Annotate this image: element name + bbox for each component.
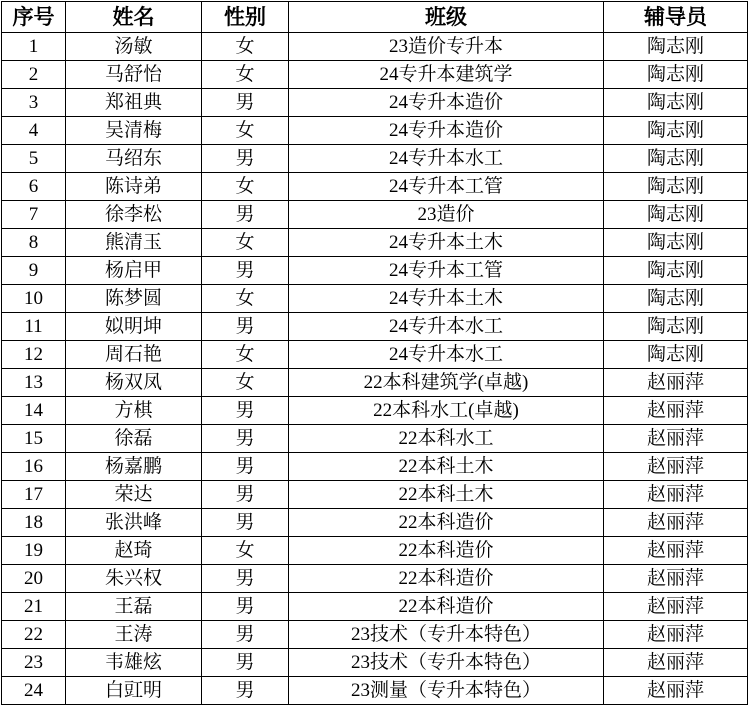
cell-gender: 女	[202, 285, 289, 313]
cell-index: 13	[2, 369, 66, 397]
cell-name: 陈诗弟	[66, 173, 202, 201]
cell-class: 23技术（专升本特色）	[289, 621, 604, 649]
cell-class: 24专升本造价	[289, 89, 604, 117]
table-row	[2, 173, 748, 201]
cell-advisor: 陶志刚	[604, 173, 748, 201]
cell-advisor: 陶志刚	[604, 145, 748, 173]
cell-advisor: 陶志刚	[604, 229, 748, 257]
cell-index: 24	[2, 677, 66, 705]
cell-advisor: 赵丽萍	[604, 621, 748, 649]
column-header-class: 班级	[289, 2, 604, 33]
cell-name: 王磊	[66, 593, 202, 621]
cell-class: 24专升本土木	[289, 285, 604, 313]
cell-advisor: 赵丽萍	[604, 425, 748, 453]
cell-name: 汤敏	[66, 33, 202, 61]
table-row	[2, 369, 748, 397]
table-row	[2, 89, 748, 117]
cell-index: 6	[2, 173, 66, 201]
cell-name: 熊清玉	[66, 229, 202, 257]
table-row	[2, 145, 748, 173]
table-row	[2, 61, 748, 89]
cell-advisor: 赵丽萍	[604, 453, 748, 481]
cell-index: 8	[2, 229, 66, 257]
cell-class: 24专升本水工	[289, 341, 604, 369]
table-row	[2, 201, 748, 229]
cell-index: 7	[2, 201, 66, 229]
cell-name: 姒明坤	[66, 313, 202, 341]
cell-class: 23技术（专升本特色）	[289, 649, 604, 677]
cell-advisor: 赵丽萍	[604, 509, 748, 537]
table-row	[2, 677, 748, 705]
cell-name: 杨嘉鹏	[66, 453, 202, 481]
cell-gender: 女	[202, 369, 289, 397]
cell-name: 方棋	[66, 397, 202, 425]
table-row	[2, 593, 748, 621]
cell-advisor: 赵丽萍	[604, 481, 748, 509]
student-roster-table	[1, 1, 748, 705]
cell-index: 1	[2, 33, 66, 61]
cell-advisor: 陶志刚	[604, 313, 748, 341]
cell-advisor: 赵丽萍	[604, 593, 748, 621]
cell-gender: 女	[202, 61, 289, 89]
cell-class: 22本科水工	[289, 425, 604, 453]
cell-index: 3	[2, 89, 66, 117]
cell-index: 2	[2, 61, 66, 89]
cell-index: 14	[2, 397, 66, 425]
table-row	[2, 313, 748, 341]
cell-advisor: 陶志刚	[604, 341, 748, 369]
cell-name: 张洪峰	[66, 509, 202, 537]
cell-advisor: 陶志刚	[604, 285, 748, 313]
cell-advisor: 陶志刚	[604, 61, 748, 89]
cell-index: 4	[2, 117, 66, 145]
cell-name: 马舒怡	[66, 61, 202, 89]
cell-advisor: 陶志刚	[604, 89, 748, 117]
cell-advisor: 赵丽萍	[604, 369, 748, 397]
table-row	[2, 481, 748, 509]
table-row	[2, 257, 748, 285]
cell-gender: 男	[202, 593, 289, 621]
cell-gender: 男	[202, 621, 289, 649]
cell-gender: 男	[202, 313, 289, 341]
cell-class: 23测量（专升本特色）	[289, 677, 604, 705]
cell-gender: 男	[202, 425, 289, 453]
table-row	[2, 537, 748, 565]
cell-class: 22本科造价	[289, 537, 604, 565]
cell-gender: 女	[202, 117, 289, 145]
cell-gender: 男	[202, 481, 289, 509]
cell-class: 23造价专升本	[289, 33, 604, 61]
cell-name: 韦雄炫	[66, 649, 202, 677]
cell-name: 马绍东	[66, 145, 202, 173]
cell-name: 徐磊	[66, 425, 202, 453]
column-header-advisor: 辅导员	[604, 2, 748, 33]
table-row	[2, 453, 748, 481]
cell-index: 17	[2, 481, 66, 509]
cell-gender: 女	[202, 341, 289, 369]
cell-index: 21	[2, 593, 66, 621]
column-header-index: 序号	[2, 2, 66, 33]
table-row	[2, 397, 748, 425]
cell-gender: 女	[202, 229, 289, 257]
table-row	[2, 649, 748, 677]
cell-index: 18	[2, 509, 66, 537]
cell-gender: 男	[202, 145, 289, 173]
cell-name: 荣达	[66, 481, 202, 509]
cell-gender: 女	[202, 537, 289, 565]
cell-name: 杨启甲	[66, 257, 202, 285]
cell-name: 赵琦	[66, 537, 202, 565]
cell-advisor: 陶志刚	[604, 257, 748, 285]
column-header-gender: 性别	[202, 2, 289, 33]
cell-advisor: 赵丽萍	[604, 537, 748, 565]
cell-index: 12	[2, 341, 66, 369]
cell-index: 22	[2, 621, 66, 649]
cell-gender: 男	[202, 397, 289, 425]
cell-class: 24专升本水工	[289, 313, 604, 341]
cell-gender: 女	[202, 173, 289, 201]
cell-gender: 男	[202, 677, 289, 705]
cell-class: 22本科造价	[289, 509, 604, 537]
cell-class: 22本科建筑学(卓越)	[289, 369, 604, 397]
cell-name: 白豇明	[66, 677, 202, 705]
cell-index: 20	[2, 565, 66, 593]
cell-advisor: 赵丽萍	[604, 677, 748, 705]
cell-class: 24专升本水工	[289, 145, 604, 173]
cell-gender: 女	[202, 33, 289, 61]
cell-index: 23	[2, 649, 66, 677]
cell-class: 24专升本土木	[289, 229, 604, 257]
cell-gender: 男	[202, 509, 289, 537]
cell-class: 22本科造价	[289, 593, 604, 621]
cell-advisor: 赵丽萍	[604, 397, 748, 425]
cell-index: 10	[2, 285, 66, 313]
table-row	[2, 509, 748, 537]
cell-gender: 男	[202, 201, 289, 229]
table-row	[2, 285, 748, 313]
cell-name: 吴清梅	[66, 117, 202, 145]
cell-class: 24专升本工管	[289, 257, 604, 285]
cell-index: 15	[2, 425, 66, 453]
cell-name: 陈梦圆	[66, 285, 202, 313]
cell-advisor: 赵丽萍	[604, 565, 748, 593]
cell-name: 王涛	[66, 621, 202, 649]
column-header-name: 姓名	[66, 2, 202, 33]
cell-class: 24专升本建筑学	[289, 61, 604, 89]
table-header	[2, 2, 748, 33]
cell-advisor: 赵丽萍	[604, 649, 748, 677]
cell-name: 郑祖典	[66, 89, 202, 117]
table-row	[2, 565, 748, 593]
cell-name: 周石艳	[66, 341, 202, 369]
cell-gender: 男	[202, 453, 289, 481]
cell-class: 22本科土木	[289, 481, 604, 509]
table-row	[2, 117, 748, 145]
cell-index: 11	[2, 313, 66, 341]
cell-index: 19	[2, 537, 66, 565]
cell-class: 23造价	[289, 201, 604, 229]
table-header-row	[2, 2, 748, 33]
cell-name: 徐李松	[66, 201, 202, 229]
cell-name: 朱兴权	[66, 565, 202, 593]
cell-class: 22本科造价	[289, 565, 604, 593]
table-row	[2, 229, 748, 257]
cell-gender: 男	[202, 649, 289, 677]
table-body	[2, 33, 748, 705]
cell-name: 杨双凤	[66, 369, 202, 397]
cell-advisor: 陶志刚	[604, 201, 748, 229]
cell-advisor: 陶志刚	[604, 33, 748, 61]
cell-class: 22本科土木	[289, 453, 604, 481]
cell-class: 22本科水工(卓越)	[289, 397, 604, 425]
cell-gender: 男	[202, 565, 289, 593]
table-row	[2, 33, 748, 61]
cell-gender: 男	[202, 89, 289, 117]
cell-index: 16	[2, 453, 66, 481]
cell-advisor: 陶志刚	[604, 117, 748, 145]
cell-gender: 男	[202, 257, 289, 285]
cell-class: 24专升本造价	[289, 117, 604, 145]
table-row	[2, 341, 748, 369]
table-row	[2, 425, 748, 453]
cell-index: 5	[2, 145, 66, 173]
table-row	[2, 621, 748, 649]
cell-class: 24专升本工管	[289, 173, 604, 201]
cell-index: 9	[2, 257, 66, 285]
